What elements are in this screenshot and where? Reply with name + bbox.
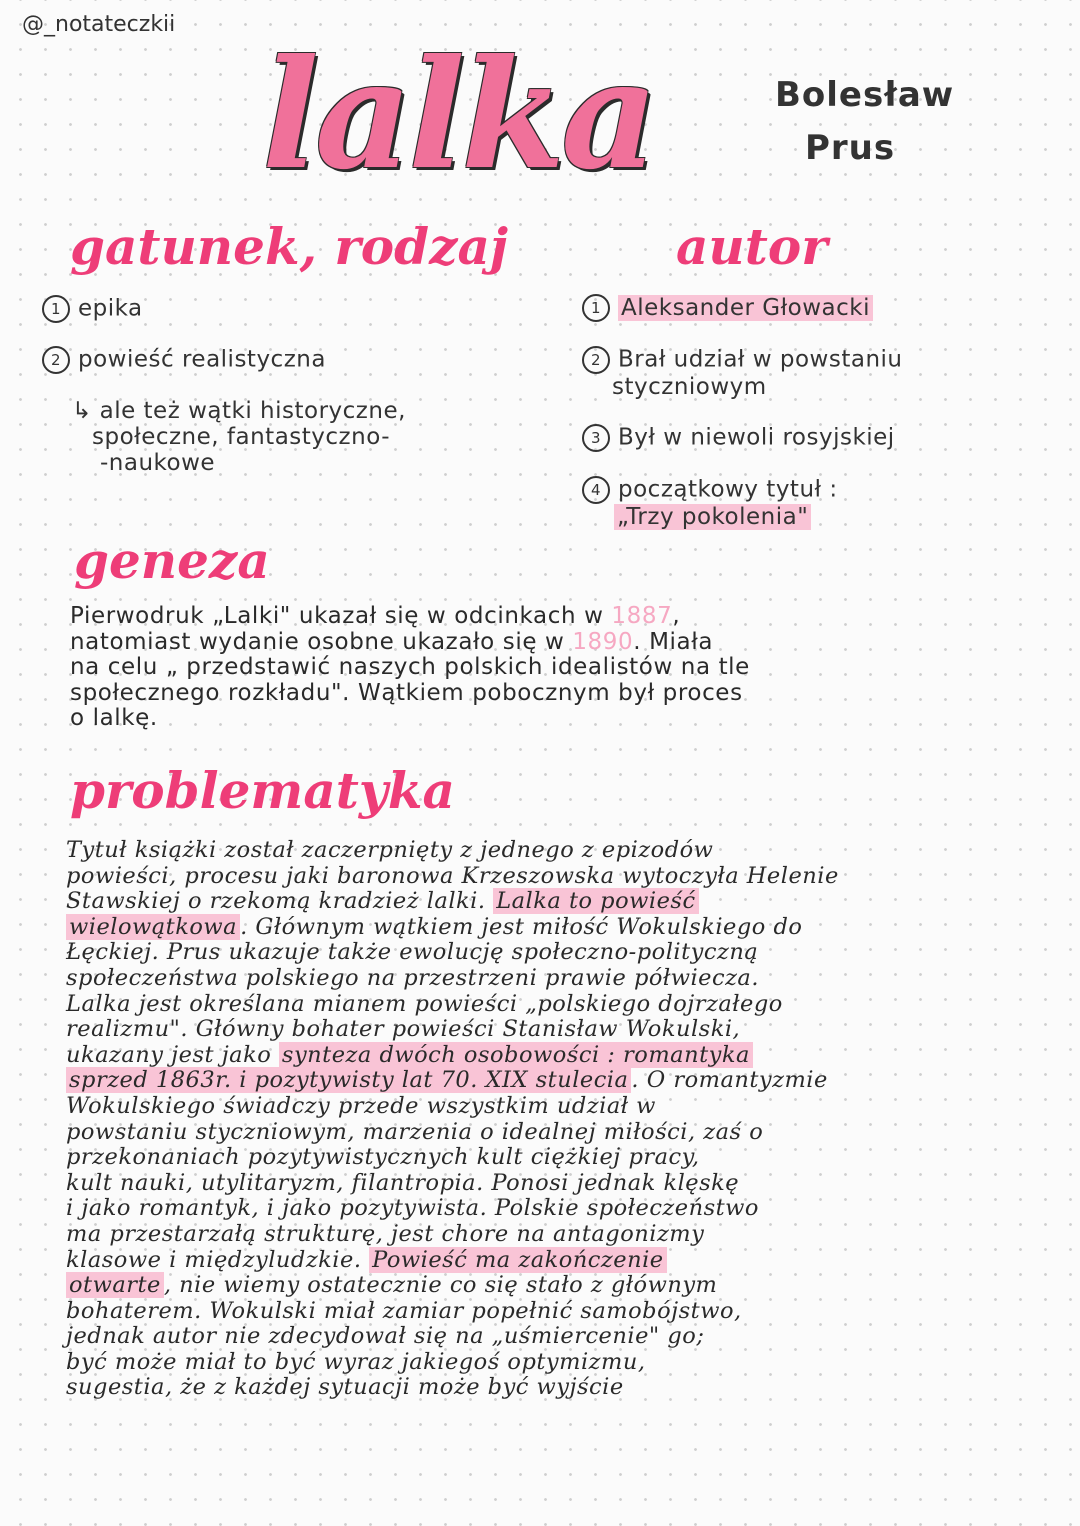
autor-item-3 bbox=[582, 424, 895, 452]
prob-line-4b: . Głównym wątkiem jest miłość Wokulskiego do bbox=[240, 913, 803, 940]
prob-line-19: bohaterem. Wokulski miał zamiar popełnić samobójstwo, bbox=[66, 1297, 742, 1324]
heading-gatunek: gatunek, rodzaj bbox=[70, 217, 508, 276]
heading-autor: autor bbox=[676, 217, 828, 276]
subnote-line-1: ale też wątki historyczne, bbox=[99, 398, 406, 424]
autor-item-2 bbox=[582, 346, 903, 401]
geneza-line-5: o lalkę. bbox=[70, 705, 158, 732]
prob-line-15: i jako romantyk, i jako pozytywista. Polskie społeczeństwo bbox=[66, 1195, 759, 1222]
prob-line-4a: wielowątkowa bbox=[66, 914, 240, 940]
autor-item-4-line-1: początkowy tytuł : bbox=[618, 476, 838, 503]
number-2-icon: 2 bbox=[42, 346, 70, 374]
prob-line-10b: . O romantyzmie bbox=[631, 1067, 828, 1094]
year-1887: 1887 bbox=[611, 603, 673, 629]
number-4-icon: 4 bbox=[582, 476, 610, 504]
number-1-icon: 1 bbox=[42, 295, 70, 323]
autor-item-4 bbox=[582, 476, 838, 531]
prob-line-1: Tytuł książki został zaczerpnięty z jednego z epizodów bbox=[66, 837, 714, 863]
geneza-line-4: społecznego rozkładu". Wątkiem pobocznym był proces bbox=[70, 679, 743, 706]
prob-line-3b: Lalka to powieść bbox=[493, 888, 698, 914]
prob-line-22: sugestia, że z każdej sytuacji może być wyjście bbox=[66, 1374, 624, 1401]
geneza-paragraph: Pierwodruk „Lalki" ukazał się w odcinkach w 1887, natomiast wydanie osobne ukazało się w 1890. Miała na celu „ przedstawić naszych polskich idealistów na tle społecznego rozkładu". Wątkiem pobocznym był proces o lalkę. bbox=[70, 604, 970, 732]
prob-line-12: powstaniu styczniowym, marzenia o idealnej miłości, zaś o bbox=[66, 1118, 764, 1145]
prob-line-21: być może miał to być wyraz jakiegoś optymizmu, bbox=[66, 1348, 646, 1375]
geneza-line-1: Pierwodruk „Lalki" ukazał się w odcinkach w bbox=[70, 603, 612, 629]
page-title: lalka bbox=[262, 27, 655, 203]
prob-line-5: Łęckiej. Prus ukazuje także ewolucję społeczno-polityczną bbox=[66, 939, 759, 966]
autor-item-1-text: Aleksander Głowacki bbox=[618, 295, 873, 321]
heading-problematyka: problematyka bbox=[70, 761, 455, 820]
prob-line-2: powieści, procesu jaki baronowa Krzeszowska wytoczyła Helenie bbox=[66, 862, 839, 889]
autor-item-1 bbox=[582, 294, 873, 322]
problematyka-paragraph bbox=[66, 838, 966, 1401]
prob-line-6: społeczeństwa polskiego na przestrzeni prawie półwiecza. bbox=[66, 964, 759, 991]
autor-item-3-text: Był w niewoli rosyjskiej bbox=[618, 424, 895, 451]
subnote-line-2: społeczne, fantastyczno- bbox=[92, 424, 390, 450]
prob-line-17b: Powieść ma zakończenie bbox=[369, 1247, 666, 1273]
number-2-icon: 2 bbox=[582, 346, 610, 374]
gatunek-subnote bbox=[72, 398, 406, 476]
geneza-line-3: na celu „ przedstawić naszych polskich idealistów na tle bbox=[70, 654, 750, 681]
number-1-icon: 1 bbox=[582, 294, 610, 322]
number-3-icon: 3 bbox=[582, 424, 610, 452]
prob-line-7: Lalka jest określana mianem powieści „polskiego dojrzałego bbox=[66, 990, 783, 1017]
author-handle: @_notateczkii bbox=[22, 12, 176, 37]
gatunek-item-2 bbox=[42, 346, 326, 374]
autor-item-2-line-1: Brał udział w powstaniu bbox=[618, 346, 903, 373]
prob-line-16: ma przestarzałą strukturę, jest chore na antagonizmy bbox=[66, 1220, 705, 1247]
prob-line-9a: ukazany jest jako bbox=[66, 1041, 279, 1068]
autor-item-2-line-2: styczniowym bbox=[612, 374, 767, 400]
gatunek-item-1-text: epika bbox=[78, 295, 143, 322]
prob-line-8: realizmu". Główny bohater powieści Stanisław Wokulski, bbox=[66, 1016, 741, 1043]
author-first-name: Bolesław bbox=[775, 75, 955, 115]
gatunek-item-1 bbox=[42, 295, 143, 323]
prob-line-14: kult nauki, utylitaryzm, filantropia. Ponosi jednak klęskę bbox=[66, 1169, 740, 1196]
prob-line-11: Wokulskiego świadczy przede wszystkim udział w bbox=[66, 1092, 656, 1119]
prob-line-20: jednak autor nie zdecydował się na „uśmiercenie" go; bbox=[66, 1323, 705, 1350]
subnote-line-3: -naukowe bbox=[100, 450, 216, 476]
gatunek-item-2-text: powieść realistyczna bbox=[78, 346, 326, 373]
prob-line-17a: klasowe i międzyludzkie. bbox=[66, 1246, 370, 1273]
autor-item-4-line-2: „Trzy pokolenia" bbox=[614, 504, 811, 530]
sub-arrow-icon: ↳ bbox=[72, 398, 92, 424]
prob-line-13: przekonaniach pozytywistycznych kult ciężkiej pracy, bbox=[66, 1144, 700, 1171]
heading-geneza: geneza bbox=[74, 531, 270, 590]
year-1890: 1890 bbox=[572, 628, 634, 655]
prob-line-18b: , nie wiemy ostatecznie co się stało z głównym bbox=[163, 1272, 718, 1299]
prob-line-10a: sprzed 1863r. i pozytywisty lat 70. XIX stulecia bbox=[66, 1067, 631, 1093]
prob-line-3a: Stawskiej o rzekomą kradzież lalki. bbox=[66, 888, 494, 915]
geneza-line-2: natomiast wydanie osobne ukazało się w bbox=[70, 628, 573, 655]
author-last-name: Prus bbox=[805, 128, 896, 168]
prob-line-9b: synteza dwóch osobowości : romantyka bbox=[279, 1042, 753, 1068]
prob-line-18a: otwarte bbox=[66, 1272, 164, 1298]
